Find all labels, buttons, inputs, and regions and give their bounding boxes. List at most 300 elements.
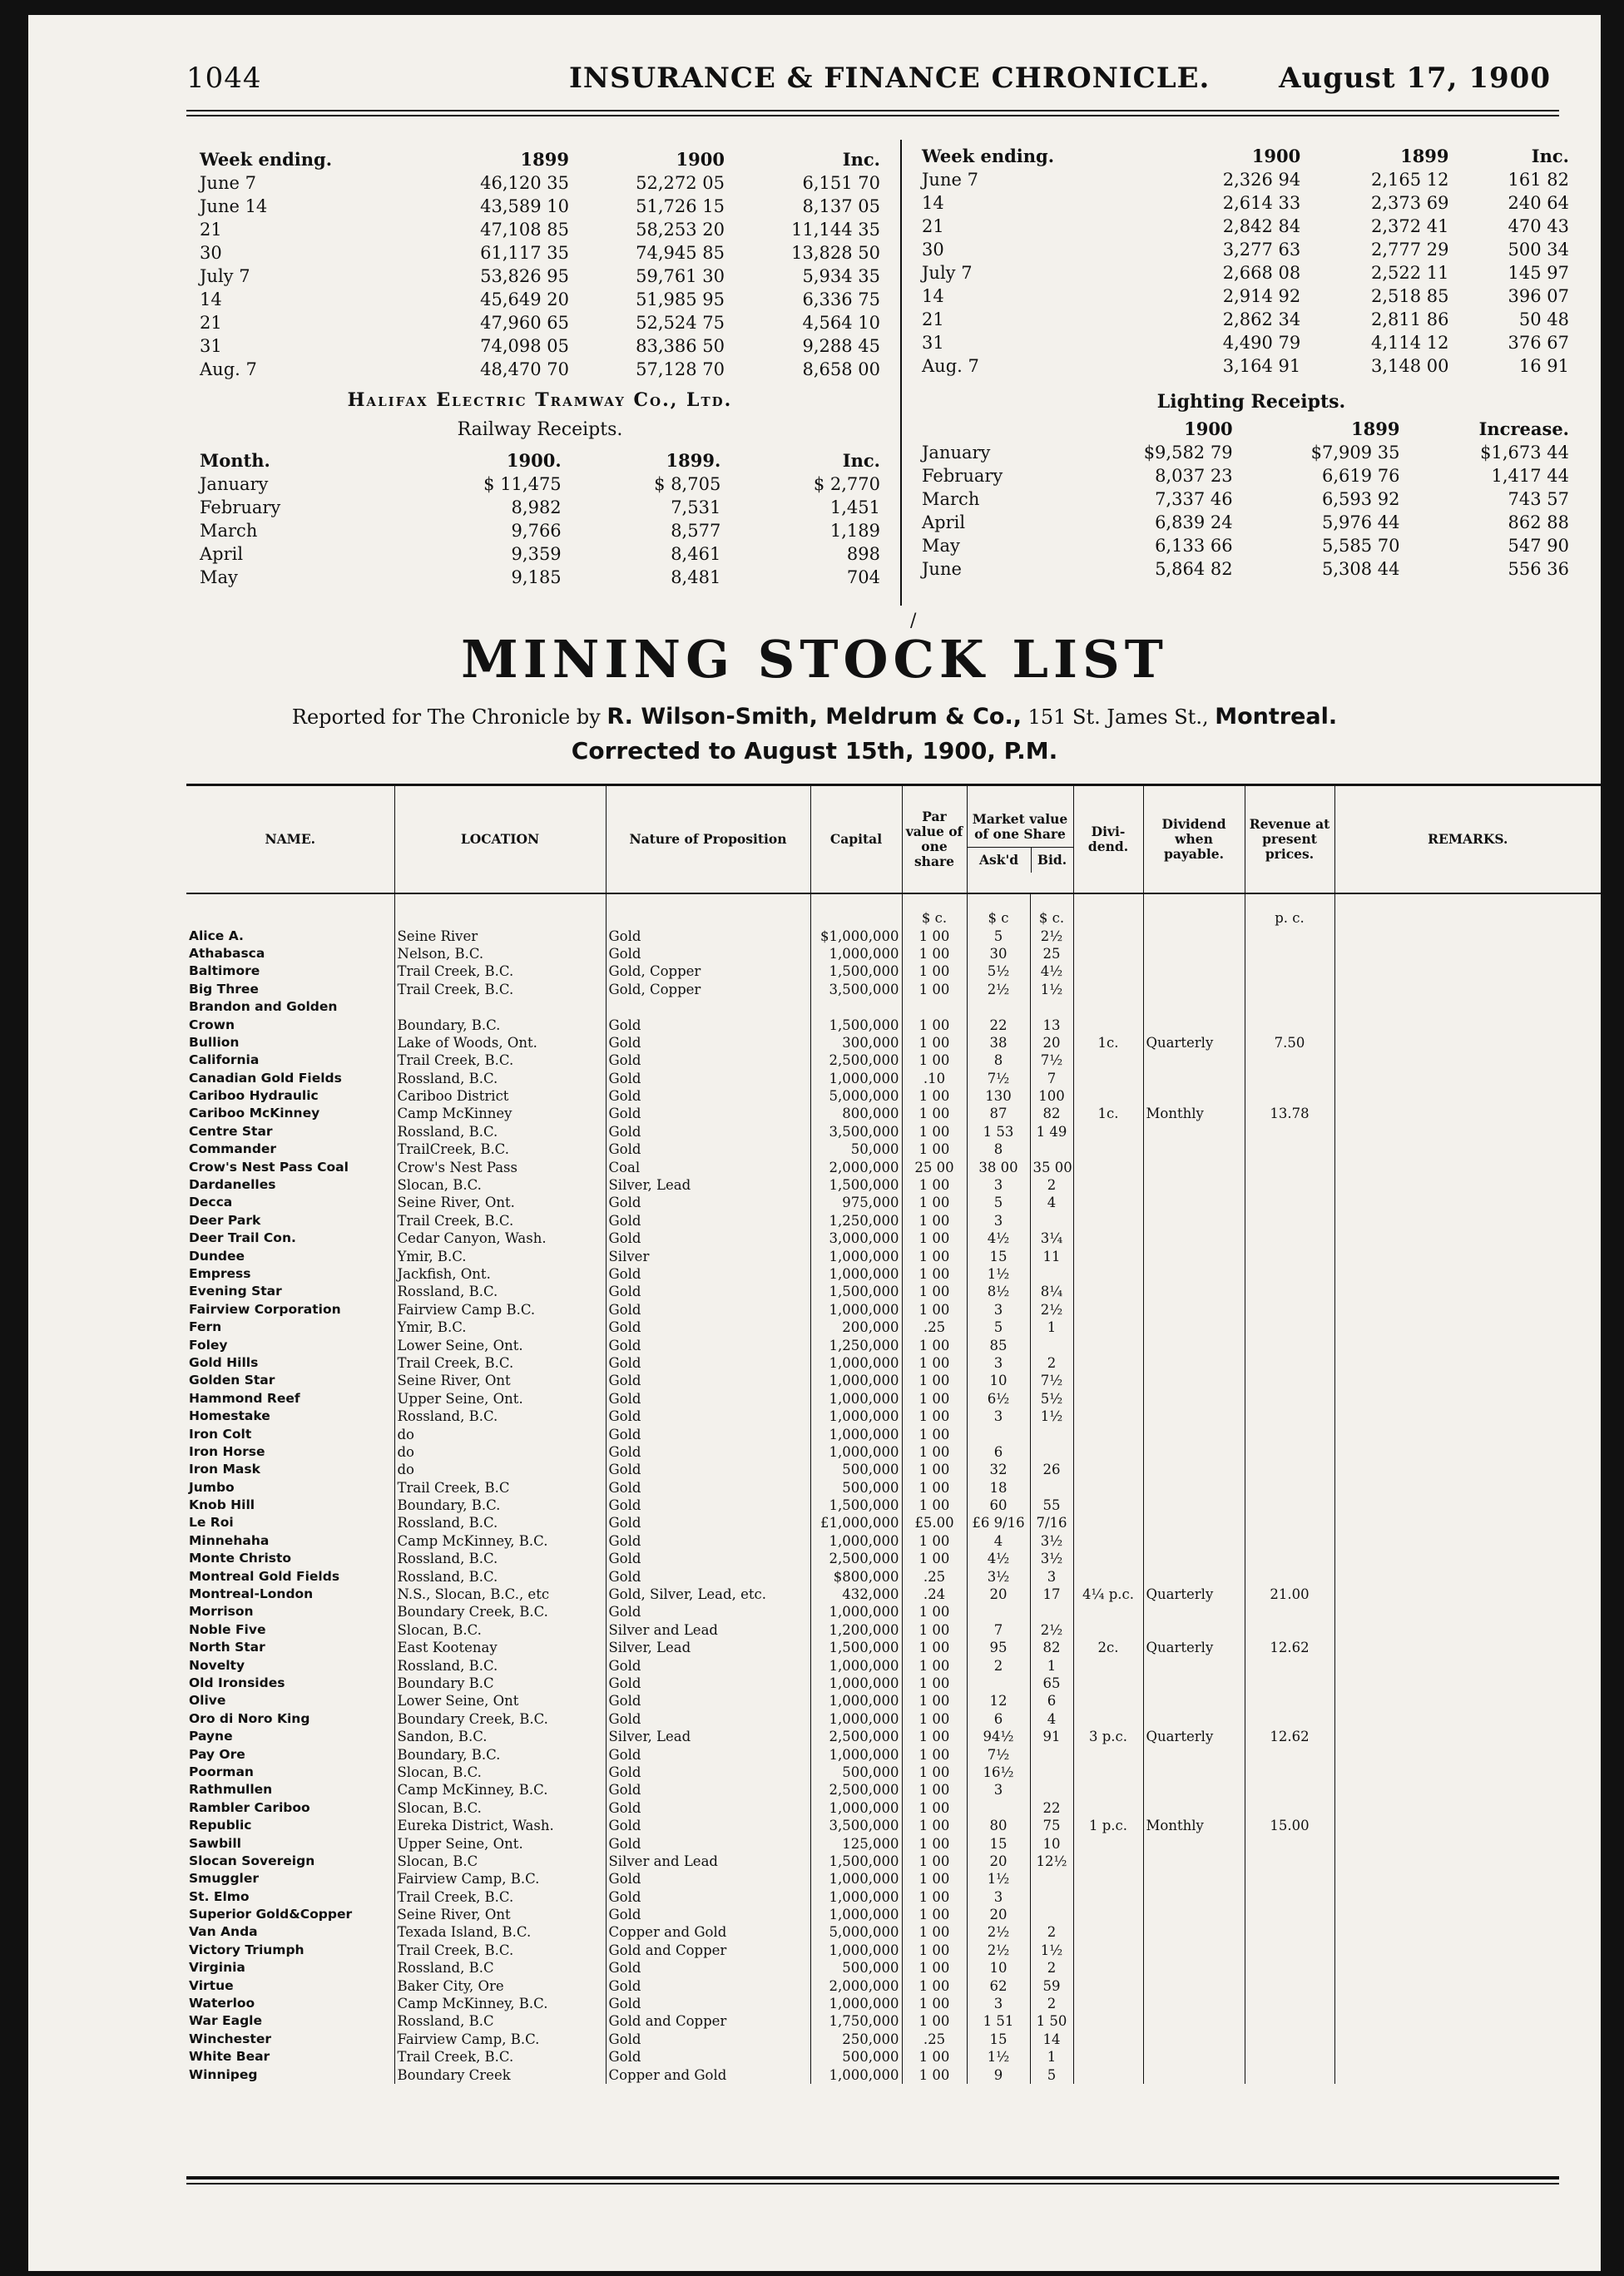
mining-cell xyxy=(1073,1834,1143,1852)
mining-cell xyxy=(1073,1888,1143,1905)
mining-cell xyxy=(1030,1870,1073,1888)
mining-cell xyxy=(1245,1959,1334,1977)
mining-cell xyxy=(1143,1212,1245,1230)
mining-cell: Gold Hills xyxy=(189,1354,259,1370)
mining-cell xyxy=(967,1603,1030,1620)
mining-cell xyxy=(1245,1319,1334,1336)
mining-cell: 3 xyxy=(967,1408,1030,1425)
left-weekly-row xyxy=(195,334,885,358)
railway-row xyxy=(195,519,885,542)
mining-row xyxy=(186,1194,1601,1211)
mining-cell: 7 xyxy=(967,1621,1030,1639)
mining-cell: 7½ xyxy=(1030,1372,1073,1389)
mining-cell: 5½ xyxy=(967,962,1030,980)
mining-cell: Gold xyxy=(606,1567,810,1585)
mining-cell xyxy=(1143,1532,1245,1550)
mining-cell: 1,500,000 xyxy=(810,962,902,980)
right-weekly-row xyxy=(917,191,1574,215)
mining-cell xyxy=(1334,1977,1601,1994)
mining-cell: Ymir, B.C. xyxy=(394,1247,606,1264)
mining-cell: Rossland, B.C xyxy=(394,2012,606,2030)
mining-cell: .25 xyxy=(902,1567,967,1585)
mining-cell: Camp McKinney xyxy=(394,1105,606,1122)
railway-cell: February xyxy=(200,497,281,517)
mining-cell xyxy=(1073,1051,1143,1069)
left-weekly-cell: 51,726 15 xyxy=(636,196,725,216)
mining-cell xyxy=(1073,1603,1143,1620)
mining-cell: Cariboo District xyxy=(394,1087,606,1105)
mining-cell: 2 xyxy=(1030,1176,1073,1194)
mining-cell: Copper and Gold xyxy=(606,2066,810,2083)
railway-header xyxy=(195,449,885,473)
mining-cell: 2 xyxy=(1030,1995,1073,2012)
mining-row xyxy=(186,1710,1601,1728)
mining-row xyxy=(186,1034,1601,1051)
mining-cell xyxy=(1143,1870,1245,1888)
mining-cell: 3½ xyxy=(1030,1550,1073,1567)
mining-cell: 2½ xyxy=(1030,1621,1073,1639)
header-rule xyxy=(186,110,1559,111)
mining-cell xyxy=(1073,1158,1143,1175)
mining-cell: 15 xyxy=(967,1247,1030,1264)
col-name: NAME. xyxy=(186,785,394,894)
mining-cell: 130 xyxy=(967,1087,1030,1105)
lighting-cell: 1,417 44 xyxy=(1491,466,1569,486)
mining-cell: Dardanelles xyxy=(189,1177,276,1193)
left-weekly-cell: 43,589 10 xyxy=(480,196,569,216)
mining-cell: 1 00 xyxy=(902,1265,967,1283)
mining-cell: Sandon, B.C. xyxy=(394,1728,606,1745)
railway-cell: 1,189 xyxy=(829,521,880,541)
mining-cell: 1 00 xyxy=(902,1176,967,1194)
mining-cell: Gold xyxy=(606,1834,810,1852)
mining-cell: Deer Park xyxy=(189,1212,261,1228)
lighting-row xyxy=(917,534,1574,557)
mining-cell: 20 xyxy=(967,1586,1030,1603)
mining-cell: 500,000 xyxy=(810,1479,902,1497)
left-weekly-cell: 30 xyxy=(200,243,222,263)
mining-row xyxy=(186,1301,1601,1319)
left-weekly-row xyxy=(195,288,885,311)
mining-cell: 3 xyxy=(967,1354,1030,1372)
railway-cell: 7,531 xyxy=(671,497,721,517)
mining-cell: 1 00 xyxy=(902,1603,967,1620)
lighting-cell: 556 36 xyxy=(1508,559,1569,579)
mining-cell: Gold xyxy=(606,1461,810,1478)
mining-cell xyxy=(1073,1390,1143,1408)
left-weekly-cell: 57,128 70 xyxy=(636,359,725,379)
right-weekly-cell: 50 48 xyxy=(1518,309,1569,329)
mining-cell: 1 00 xyxy=(902,1051,967,1069)
right-weekly-cell: 3,148 00 xyxy=(1371,356,1449,376)
mining-cell: 2 xyxy=(1030,1959,1073,1977)
mining-cell xyxy=(1073,945,1143,962)
units-cell xyxy=(1143,893,1245,927)
mining-cell: Gold xyxy=(606,1550,810,1567)
mining-row xyxy=(186,1675,1601,1692)
mining-cell: Noble Five xyxy=(189,1621,266,1637)
mining-cell: 1,000,000 xyxy=(810,1692,902,1709)
mining-cell: Gold xyxy=(606,945,810,962)
mining-cell: 80 xyxy=(967,1817,1030,1834)
mining-cell: Winnipeg xyxy=(189,2066,258,2082)
units-cell: $ c xyxy=(967,893,1030,927)
mining-cell xyxy=(1143,927,1245,944)
mining-cell xyxy=(1245,1781,1334,1799)
mining-cell: 1,000,000 xyxy=(810,1745,902,1763)
mining-cell: 1 00 xyxy=(902,2012,967,2030)
mining-cell: 1,000,000 xyxy=(810,1372,902,1389)
mining-row xyxy=(186,2066,1601,2083)
mining-cell xyxy=(1245,1265,1334,1283)
mining-cell: 7½ xyxy=(1030,1051,1073,1069)
mining-cell: Gold xyxy=(606,1034,810,1051)
mining-cell xyxy=(1334,1479,1601,1497)
lighting-row xyxy=(917,464,1574,487)
mining-cell xyxy=(1143,1781,1245,1799)
mining-row xyxy=(186,927,1601,944)
lighting-cell: 6,133 66 xyxy=(1155,536,1233,556)
left-weekly-cell: 53,826 95 xyxy=(480,266,569,286)
right-weekly-cell: 161 82 xyxy=(1508,170,1569,190)
mining-cell: 1 00 xyxy=(902,1870,967,1888)
mining-cell xyxy=(1334,998,1601,1016)
right-weekly-cell: 376 67 xyxy=(1508,333,1569,353)
right-weekly-cell: 500 34 xyxy=(1508,240,1569,260)
mining-cell: 1,000,000 xyxy=(810,1906,902,1923)
railway-cell: 898 xyxy=(846,544,880,564)
mining-cell: Gold xyxy=(606,1230,810,1247)
mining-cell xyxy=(1245,1853,1334,1870)
firm-address: 151 St. James St., xyxy=(1027,705,1209,729)
mining-cell: 15 xyxy=(967,1834,1030,1852)
mining-cell: Rambler Cariboo xyxy=(189,1799,310,1815)
mining-cell: 2½ xyxy=(967,1923,1030,1941)
mining-cell: St. Elmo xyxy=(189,1888,250,1904)
lighting-cell: 5,864 82 xyxy=(1155,559,1233,579)
mining-row xyxy=(186,1692,1601,1709)
mining-row xyxy=(186,1942,1601,1959)
mining-cell: 91 xyxy=(1030,1728,1073,1745)
left-weekly-cell: 9,288 45 xyxy=(802,336,880,356)
units-cell xyxy=(1073,893,1143,927)
mining-cell: 2½ xyxy=(1030,1301,1073,1319)
right-weekly-cell: 145 97 xyxy=(1508,263,1569,283)
mining-cell: 1,000,000 xyxy=(810,1710,902,1728)
mining-cell xyxy=(1334,1888,1601,1905)
mining-cell: 4¼ p.c. xyxy=(1073,1586,1143,1603)
mining-cell xyxy=(1143,1390,1245,1408)
left-weekly-cell: 51,985 95 xyxy=(636,289,725,309)
railway-cell: March xyxy=(200,521,258,541)
mining-cell: East Kootenay xyxy=(394,1639,606,1656)
left-weekly-cell: 11,144 35 xyxy=(791,220,880,240)
mining-cell: Boundary, B.C. xyxy=(394,1016,606,1033)
left-weekly-row xyxy=(195,241,885,265)
mining-cell xyxy=(1334,1247,1601,1264)
mining-cell: 1 00 xyxy=(902,1834,967,1852)
mining-cell xyxy=(1245,1621,1334,1639)
mining-cell: 7½ xyxy=(967,1070,1030,1087)
mining-cell xyxy=(1030,1265,1073,1283)
lighting-row xyxy=(917,511,1574,534)
mining-cell: 1,750,000 xyxy=(810,2012,902,2030)
mining-cell xyxy=(1334,1443,1601,1461)
mining-cell: 4½ xyxy=(1030,962,1073,980)
mining-cell: Gold xyxy=(606,1105,810,1122)
mining-cell xyxy=(1143,962,1245,980)
mining-cell xyxy=(1073,1977,1143,1994)
mining-cell: Olive xyxy=(189,1693,226,1709)
issue-date: August 17, 1900 xyxy=(1279,62,1551,95)
mining-cell: 1,000,000 xyxy=(810,945,902,962)
mining-cell xyxy=(1245,1336,1334,1353)
mining-cell: 1,000,000 xyxy=(810,1888,902,1905)
mining-cell: 1 00 xyxy=(902,1194,967,1211)
mining-cell xyxy=(1143,1497,1245,1514)
mining-cell: Athabasca xyxy=(189,945,265,961)
mining-cell: 62 xyxy=(967,1977,1030,1994)
mining-cell: Victory Triumph xyxy=(189,1942,304,1957)
mining-row xyxy=(186,998,1601,1016)
mining-row xyxy=(186,1728,1601,1745)
left-weekly-cell: 74,945 85 xyxy=(636,243,725,263)
mining-cell xyxy=(1245,1692,1334,1709)
mining-cell: 3 p.c. xyxy=(1073,1728,1143,1745)
mining-cell: White Bear xyxy=(189,2049,270,2065)
lighting-cell: February xyxy=(922,466,1003,486)
mining-cell: Superior Gold&Copper xyxy=(189,1907,353,1922)
mining-cell: 1,000,000 xyxy=(810,1301,902,1319)
right-weekly-row xyxy=(917,284,1574,308)
mining-cell: 85 xyxy=(967,1336,1030,1353)
mining-row xyxy=(186,1764,1601,1781)
mining-cell xyxy=(1245,1906,1334,1923)
mining-cell: 1,000,000 xyxy=(810,1532,902,1550)
mining-cell: Evening Star xyxy=(189,1284,282,1299)
mining-cell: 1c. xyxy=(1073,1034,1143,1051)
left-weekly-cell: 47,108 85 xyxy=(480,220,569,240)
mining-row xyxy=(186,1372,1601,1389)
mining-row xyxy=(186,1479,1601,1497)
mining-cell xyxy=(1245,1140,1334,1158)
mining-cell: 1½ xyxy=(967,1870,1030,1888)
mining-cell: Trail Creek, B.C. xyxy=(394,1212,606,1230)
mining-cell xyxy=(1143,1888,1245,1905)
mining-cell: 12½ xyxy=(1030,1853,1073,1870)
mining-cell: 5 xyxy=(967,1319,1030,1336)
mining-cell: 6½ xyxy=(967,1390,1030,1408)
mining-cell xyxy=(1334,1390,1601,1408)
mining-cell: Quarterly xyxy=(1143,1586,1245,1603)
mining-cell: 95 xyxy=(967,1639,1030,1656)
units-cell: p. c. xyxy=(1245,893,1334,927)
mining-cell xyxy=(1073,1443,1143,1461)
mining-cell: Lower Seine, Ont. xyxy=(394,1336,606,1353)
mining-cell xyxy=(1030,1745,1073,1763)
units-cell xyxy=(1334,893,1601,927)
left-weekly-cell: 52,272 05 xyxy=(636,173,725,193)
mining-cell: Dundee xyxy=(189,1248,245,1264)
mining-cell xyxy=(606,998,810,1016)
mining-cell: 500,000 xyxy=(810,1764,902,1781)
mining-cell xyxy=(1245,1942,1334,1959)
mining-cell xyxy=(1073,1408,1143,1425)
mining-cell: Montreal Gold Fields xyxy=(189,1568,340,1584)
mining-cell: Trail Creek, B.C. xyxy=(394,1354,606,1372)
mining-cell: 4½ xyxy=(967,1550,1030,1567)
mining-cell: 1 00 xyxy=(902,1461,967,1478)
railway-cell: 9,359 xyxy=(511,544,562,564)
mining-cell: 1 00 xyxy=(902,927,967,944)
mining-cell xyxy=(1073,927,1143,944)
mining-cell: 500,000 xyxy=(810,2048,902,2066)
col-market-value xyxy=(967,785,1073,894)
mining-cell: 13 xyxy=(1030,1016,1073,1033)
mining-cell xyxy=(1143,1087,1245,1105)
mining-cell: Rossland, B.C. xyxy=(394,1283,606,1300)
mining-cell xyxy=(1245,1176,1334,1194)
mining-cell: 1,000,000 xyxy=(810,1675,902,1692)
mining-cell: 6 xyxy=(967,1710,1030,1728)
mining-cell xyxy=(1334,1319,1601,1336)
mining-cell xyxy=(1143,1265,1245,1283)
mining-cell xyxy=(1143,1070,1245,1087)
mining-cell xyxy=(1073,1675,1143,1692)
right-weekly-cell: June 7 xyxy=(922,170,978,190)
mining-cell: 1 00 xyxy=(902,1942,967,1959)
units-cell xyxy=(394,893,606,927)
left-weekly-cell: 46,120 35 xyxy=(480,173,569,193)
mining-cell: 22 xyxy=(1030,1799,1073,1817)
mining-cell: Boundary, B.C. xyxy=(394,1497,606,1514)
mining-cell xyxy=(1143,1942,1245,1959)
col-par-value: Par value of one share xyxy=(902,785,967,894)
mining-cell xyxy=(1245,962,1334,980)
mining-cell: Silver and Lead xyxy=(606,1621,810,1639)
mining-cell xyxy=(1143,1425,1245,1442)
mining-cell: 500,000 xyxy=(810,1959,902,1977)
mining-cell: Canadian Gold Fields xyxy=(189,1070,342,1086)
mining-cell: 1 00 xyxy=(902,1390,967,1408)
mining-cell: 5 xyxy=(967,1194,1030,1211)
mining-cell: Monthly xyxy=(1143,1105,1245,1122)
mining-cell: 18 xyxy=(967,1479,1030,1497)
mining-cell xyxy=(1143,1176,1245,1194)
mining-cell xyxy=(1245,1194,1334,1211)
mining-cell xyxy=(1143,2066,1245,2083)
mining-row xyxy=(186,1070,1601,1087)
mining-cell xyxy=(1245,1087,1334,1105)
col-revenue: Revenue at present prices. xyxy=(1245,785,1334,894)
mining-cell xyxy=(1073,2031,1143,2048)
mining-cell xyxy=(1245,1799,1334,1817)
column-divider xyxy=(900,140,902,606)
mining-cell xyxy=(967,998,1030,1016)
left-weekly-cell: 6,336 75 xyxy=(802,289,880,309)
left-weekly-row xyxy=(195,195,885,218)
mining-cell: Gold xyxy=(606,1692,810,1709)
railway-cell: 8,461 xyxy=(671,544,721,564)
mining-cell: 1 00 xyxy=(902,1817,967,1834)
mining-row xyxy=(186,1390,1601,1408)
mining-table-body xyxy=(186,893,1601,2084)
mining-cell: 1 51 xyxy=(967,2012,1030,2030)
mining-cell: Alice A. xyxy=(189,928,244,943)
lighting-cell: 7,337 46 xyxy=(1155,489,1233,509)
mining-cell: 82 xyxy=(1030,1639,1073,1656)
mining-row xyxy=(186,1514,1601,1531)
mining-cell xyxy=(1073,1656,1143,1674)
mining-cell: 3,500,000 xyxy=(810,1123,902,1140)
railway-cell: 9,766 xyxy=(511,521,562,541)
mining-cell xyxy=(1334,1016,1601,1033)
mining-cell: Trail Creek, B.C. xyxy=(394,1888,606,1905)
mining-cell xyxy=(1073,1212,1143,1230)
mining-cell: Pay Ore xyxy=(189,1746,245,1762)
mining-cell: Lake of Woods, Ont. xyxy=(394,1034,606,1051)
mining-cell: 500,000 xyxy=(810,1461,902,1478)
mining-cell: Baker City, Ore xyxy=(394,1977,606,1994)
mining-cell: 1 00 xyxy=(902,1621,967,1639)
mining-cell: 4 xyxy=(1030,1194,1073,1211)
mining-cell: 1,000,000 xyxy=(810,1408,902,1425)
publication-title: INSURANCE & FINANCE CHRONICLE. xyxy=(569,62,1211,95)
mining-cell: 1 00 xyxy=(902,1212,967,1230)
lighting-cell: 8,037 23 xyxy=(1155,466,1233,486)
mining-cell: 30 xyxy=(967,945,1030,962)
mining-row xyxy=(186,1959,1601,1977)
mining-cell: Waterloo xyxy=(189,1996,255,2011)
mining-cell: Slocan Sovereign xyxy=(189,1853,315,1868)
lighting-cell: January xyxy=(922,443,991,463)
mining-cell xyxy=(1073,1942,1143,1959)
mining-cell: 1 00 xyxy=(902,1425,967,1442)
railway-cell: $ 11,475 xyxy=(483,474,562,494)
corrected-date: Corrected to August 15th, 1900, P.M. xyxy=(571,737,1058,764)
mining-cell: 1,000,000 xyxy=(810,1656,902,1674)
mining-cell xyxy=(1334,981,1601,998)
mining-row xyxy=(186,1745,1601,1763)
mining-cell: Trail Creek, B.C. xyxy=(394,1942,606,1959)
mining-cell xyxy=(1073,1283,1143,1300)
mining-cell: Gold xyxy=(606,1123,810,1140)
mining-cell: 1 00 xyxy=(902,1140,967,1158)
mining-row xyxy=(186,1283,1601,1300)
col-capital: Capital xyxy=(810,785,902,894)
mining-cell: 1 00 xyxy=(902,945,967,962)
mining-cell xyxy=(1245,1675,1334,1692)
mining-cell: Gold xyxy=(606,1977,810,1994)
mining-cell xyxy=(1334,1532,1601,1550)
right-weekly-col-header: 1899 xyxy=(1400,146,1449,166)
mining-cell: 12 xyxy=(967,1692,1030,1709)
mining-cell: Camp McKinney, B.C. xyxy=(394,1532,606,1550)
mining-cell: 1 00 xyxy=(902,2048,967,2066)
mining-cell: 1,500,000 xyxy=(810,1497,902,1514)
mining-cell: 1 00 xyxy=(902,1034,967,1051)
left-weekly-cell: June 14 xyxy=(200,196,268,216)
mining-row xyxy=(186,1443,1601,1461)
mining-cell xyxy=(1334,1586,1601,1603)
mining-cell: 25 00 xyxy=(902,1158,967,1175)
mining-cell xyxy=(1030,1212,1073,1230)
mining-cell: Lower Seine, Ont xyxy=(394,1692,606,1709)
mining-cell: 1 00 xyxy=(902,1016,967,1033)
mining-cell xyxy=(1334,962,1601,980)
market-subheaders xyxy=(968,848,1073,873)
mining-cell: 800,000 xyxy=(810,1105,902,1122)
